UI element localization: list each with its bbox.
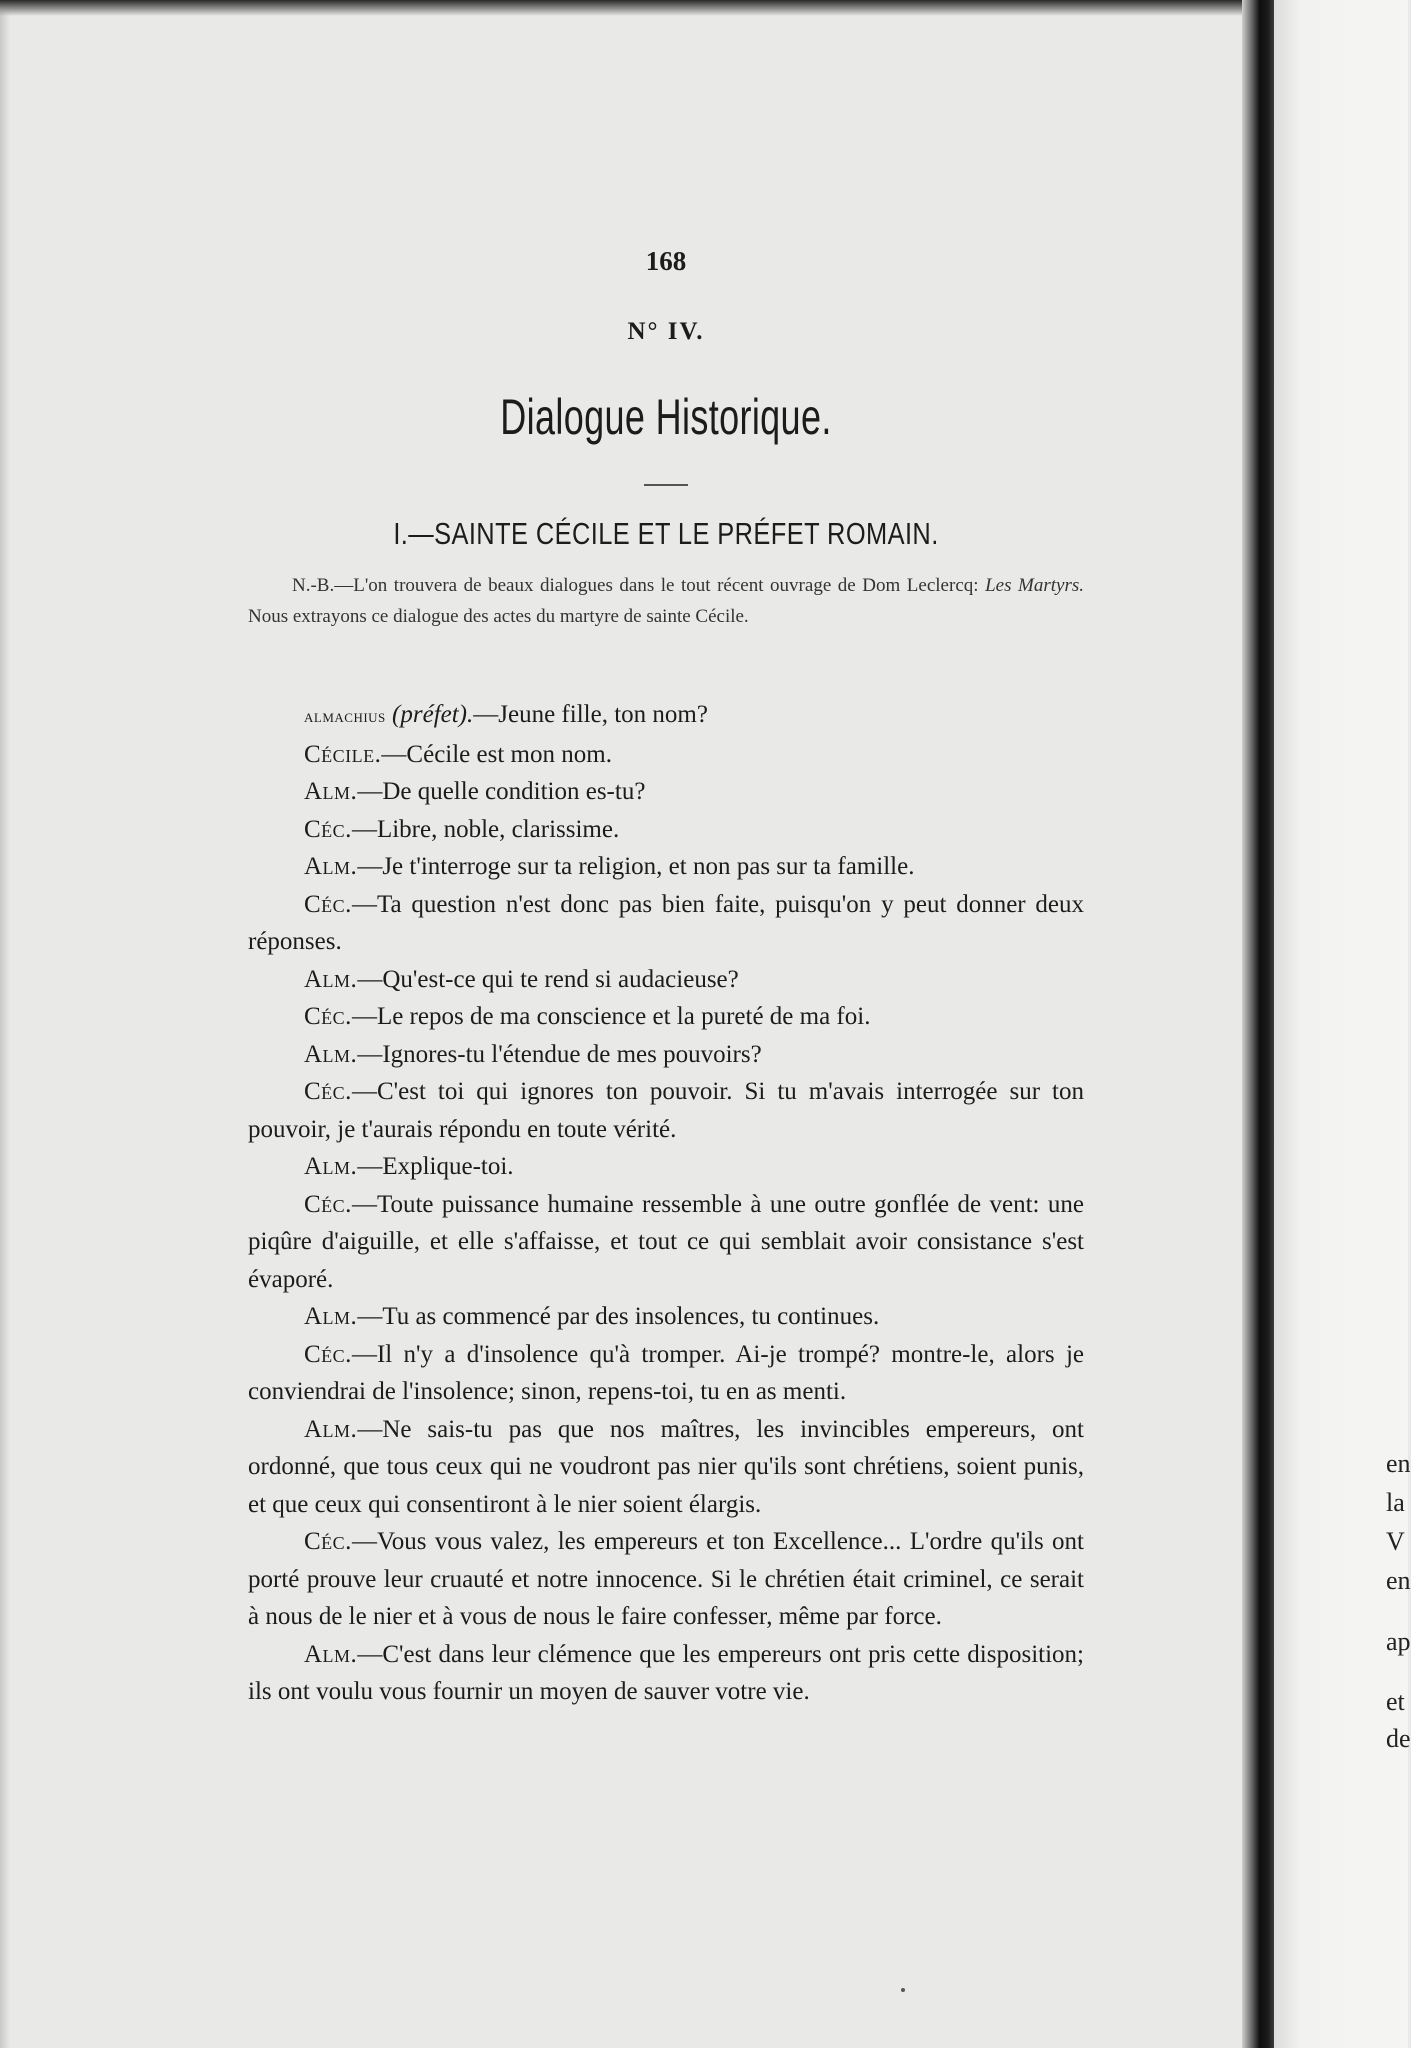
speaker-name: Céc. [304,1003,352,1030]
page-left-edge [0,0,10,2048]
dialogue-text: —Ignores-tu l'étendue de mes pouvoirs? [357,1040,762,1068]
dialogue-line [248,773,1084,811]
speaker-name: Alm. [304,1303,358,1330]
speaker-name: Céc. [304,890,352,918]
adjacent-page-fragment: et [1386,1687,1405,1716]
dialogue-line [248,1186,1084,1299]
dialogue-text: —Ta question n'est donc pas bien faite, puisqu'on y peut donner deux réponses. [248,890,1084,955]
dialogue-text: —Il n'y a d'insolence qu'à tromper. Ai-je trompé? montre-le, alors je conviendrai de l'insolence; sinon, repens-toi, tu en as menti. [248,1340,1084,1405]
speaker-name: Céc. [304,1340,352,1368]
dialogue-text: —Libre, noble, clarissime. [351,815,620,843]
section-number: N° IV. [627,318,705,345]
dialogue-text: —Ne sais-tu pas que nos maîtres, les invincibles empereurs, ont ordonné, que tous ceux qui ne voudront pas nier qu'ils sont chrétiens, soient punis, et que ceux qui consentiront à le nier soient élargis. [248,1415,1084,1518]
dialogue-line [248,736,1084,774]
dialogue-line [248,1411,1084,1524]
dialogue-line [248,696,1084,736]
note-text-before: —L'on trouvera de beaux dialogues dans le tout récent ouvrage de Dom Leclercq: [334,575,986,596]
editorial-note [248,570,1084,632]
dialogue-text: —Tu as commencé par des insolences, tu continues. [357,1303,880,1330]
speaker-name: Céc. [304,1190,352,1218]
adjacent-page-fragment: ap [1386,1627,1411,1656]
speaker-name: Alm. [304,1153,358,1180]
adjacent-page-fragment: V [1386,1527,1405,1556]
dialogue-text: —Vous vous valez, les empereurs et ton Excellence... L'ordre qu'ils ont porté prouve leur cruauté et notre innocence. Si le chrétien était criminel, ce serait à nous de le nier et à vous de nous le faire confesser, même par force. [248,1528,1084,1630]
paper-speck [901,1988,905,1992]
dialogue-line [248,1073,1084,1148]
speaker-name: almachius [304,706,386,727]
dialogue-line [248,1148,1084,1186]
dialogue-line [248,998,1084,1036]
dialogue-text: —De quelle condition es-tu? [357,778,646,805]
dialogue-text: —Qu'est-ce qui te rend si audacieuse? [357,965,739,993]
speaker-name: Céc. [304,815,352,843]
speaker-name: Alm. [304,965,358,993]
dialogue-text: —C'est dans leur clémence que les empereurs ont pris cette disposition; ils ont voulu vous fournir un moyen de sauver votre vie. [248,1640,1084,1705]
section-subtitle: I.—SAINTE CÉCILE ET LE PRÉFET ROMAIN. [393,516,939,551]
dialogue-line [248,848,1084,886]
dialogue-line [248,886,1084,961]
dialogue-line [248,961,1084,999]
adjacent-page-fragment: en [1386,1566,1411,1595]
dialogue-text: —Je t'interroge sur ta religion, et non pas sur ta famille. [357,853,915,880]
adjacent-page-fragment: la [1386,1488,1405,1517]
dialogue-text: —Jeune fille, ton nom? [473,701,708,728]
speaker-name: Céc. [304,1078,352,1105]
book-gutter [1242,0,1274,2048]
title-divider [644,484,688,486]
dialogue-line [248,1523,1084,1636]
dialogue-line [248,1298,1084,1336]
dialogue-text: —Cécile est mon nom. [381,740,612,768]
dialogue-text: —Explique-toi. [357,1153,514,1180]
dialogue-text: —Toute puissance humaine ressemble à une outre gonflée de vent: une piqûre d'aiguille, et elle s'affaisse, et tout ce qui semblait avoir consistance s'est évaporé. [248,1190,1084,1293]
adjacent-page-fragment: de [1386,1724,1411,1753]
book-page [236,0,1096,2048]
speaker-name: Céc. [304,1528,352,1555]
dialogue-line [248,811,1084,849]
speaker-name: Alm. [304,1415,358,1443]
speaker-name: Alm. [304,1040,358,1068]
dialogue-text: —C'est toi qui ignores ton pouvoir. Si tu m'avais interrogée sur ton pouvoir, je t'aurais répondu en toute vérité. [248,1078,1084,1143]
note-lead: N.-B. [292,575,335,596]
page-title: Dialogue Historique. [500,389,832,445]
dialogue-body [248,696,1084,1711]
dialogue-text: —Le repos de ma conscience et la pureté de ma foi. [351,1003,871,1030]
speaker-role: (préfet). [392,701,474,728]
note-text-after: Nous extrayons ce dialogue des actes du martyre de sainte Cécile. [248,606,749,627]
dialogue-line [248,1636,1084,1711]
note-book-title: Les Martyrs. [985,575,1084,596]
dialogue-line [248,1036,1084,1074]
adjacent-page-fragment: en [1386,1449,1411,1478]
speaker-name: Alm. [304,853,358,880]
dialogue-line [248,1336,1084,1411]
page-number: 168 [645,246,687,276]
adjacent-page-edge [1274,0,1411,2048]
speaker-name: Alm. [304,1640,358,1668]
speaker-name: Cécile. [304,740,382,768]
speaker-name: Alm. [304,778,358,805]
